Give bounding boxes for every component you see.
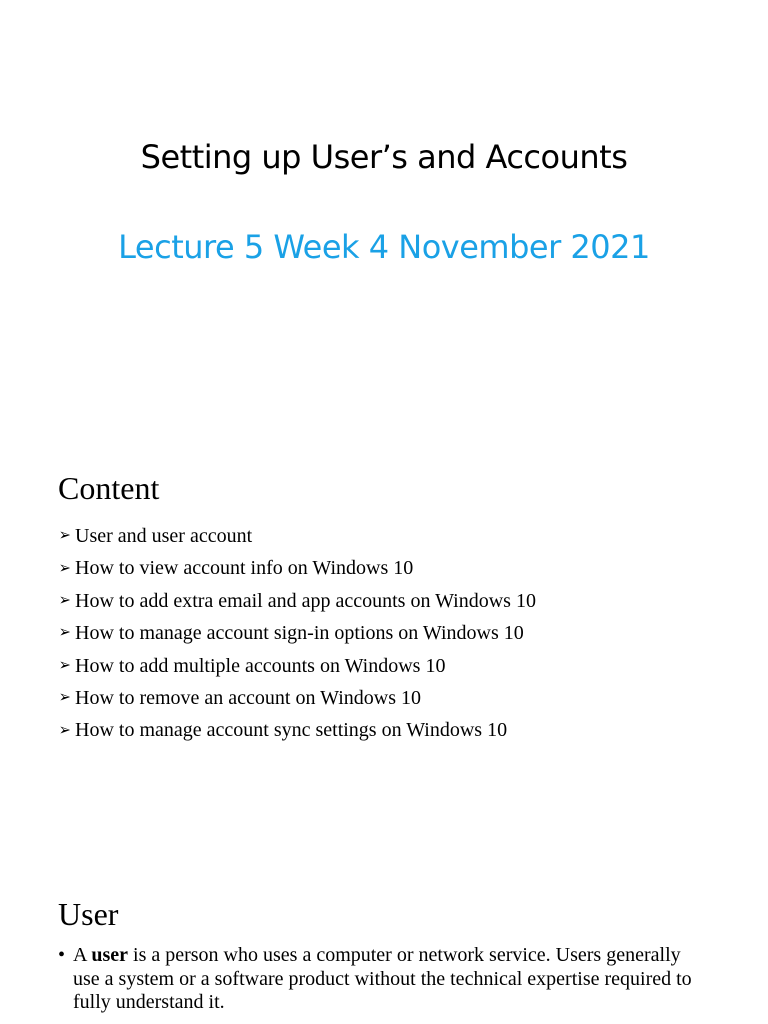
arrow-bullet-icon: ➢	[58, 656, 71, 674]
content-list	[58, 520, 536, 747]
slide-subtitle: Lecture 5 Week 4 November 2021	[118, 228, 650, 266]
user-definition-body: is a person who uses a computer or network service. Users generally use a system or a software product without the technical expertise required to fully understand it.	[73, 944, 692, 1013]
list-item	[58, 617, 536, 649]
user-definition-term: user	[91, 944, 129, 966]
arrow-bullet-icon: ➢	[58, 624, 71, 642]
list-item	[58, 585, 536, 617]
list-item-text: How to manage account sign-in options on Windows 10	[75, 622, 524, 645]
list-item	[58, 520, 536, 552]
arrow-bullet-icon: ➢	[58, 591, 71, 609]
list-item-text: How to remove an account on Windows 10	[75, 686, 421, 709]
slide-title: Setting up User’s and Accounts	[140, 138, 628, 176]
list-item-text: How to add extra email and app accounts on Windows 10	[75, 589, 536, 612]
arrow-bullet-icon: ➢	[58, 689, 71, 707]
list-item-text: User and user account	[75, 525, 253, 547]
list-item-text: How to view account info on Windows 10	[75, 557, 414, 580]
arrow-bullet-icon: ➢	[58, 721, 71, 739]
content-slide	[0, 470, 768, 770]
title-slide	[0, 0, 768, 400]
dot-bullet-icon: •	[58, 944, 66, 966]
user-slide	[0, 896, 768, 1024]
list-item-text: How to manage account sync settings on Windows 10	[75, 719, 508, 742]
list-item	[58, 650, 536, 682]
user-heading: User	[58, 896, 119, 932]
list-item	[58, 552, 536, 584]
user-definition	[58, 944, 698, 1015]
list-item	[58, 714, 536, 746]
content-heading: Content	[58, 470, 160, 506]
user-definition-prefix: A	[73, 944, 92, 966]
list-item	[58, 682, 536, 714]
arrow-bullet-icon: ➢	[58, 527, 71, 545]
user-definition-text	[58, 944, 698, 1015]
arrow-bullet-icon: ➢	[58, 559, 71, 577]
list-item-text: How to add multiple accounts on Windows 10	[75, 654, 446, 677]
